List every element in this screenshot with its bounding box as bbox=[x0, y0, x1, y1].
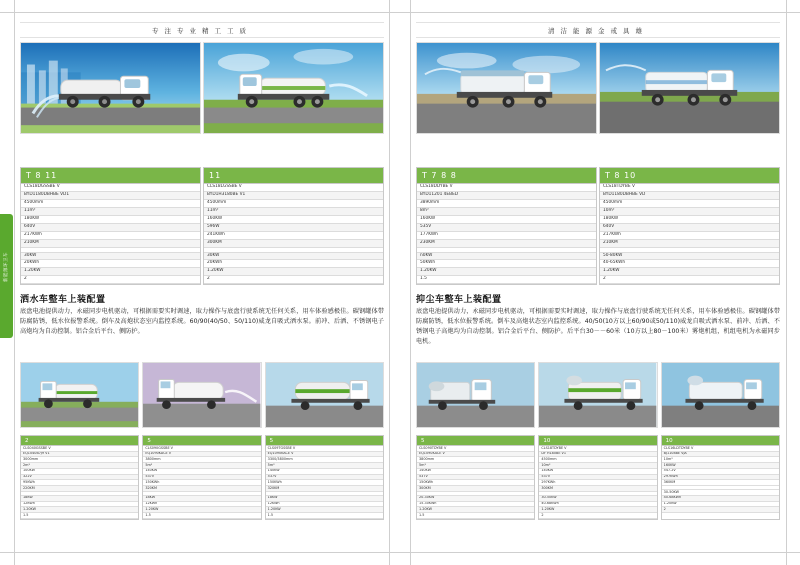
spec-cell: BYD1180DBHBE VD bbox=[600, 191, 779, 199]
mini-cell: 297KWh bbox=[662, 474, 779, 480]
photo-sprinkler-green-tank bbox=[265, 362, 384, 428]
spec-cell: CLS18DDYBE V bbox=[417, 184, 596, 191]
mini-cell: 30-50KW bbox=[662, 490, 779, 496]
spec-cell: 50-80KW bbox=[600, 252, 779, 260]
spec-cell: 535V bbox=[417, 223, 596, 231]
right-cards-row bbox=[416, 167, 780, 285]
mini-cell: 5m³ bbox=[266, 463, 383, 469]
spec-cell: 1.20KW bbox=[21, 268, 200, 276]
spec-cell: 30KW bbox=[204, 252, 383, 260]
mini-cell: 5m³ bbox=[417, 463, 534, 469]
mini-cell: 300KM bbox=[417, 486, 534, 492]
mini-cell: 537V bbox=[417, 474, 534, 480]
spec-cell: BYD1180DBHBE VD1 bbox=[21, 191, 200, 199]
mini-spec-table bbox=[143, 446, 260, 519]
mini-cell: 320KM bbox=[143, 486, 260, 492]
mini-cell: EQ1090KACE V bbox=[266, 451, 383, 457]
mini-cell: 3800mm bbox=[417, 457, 534, 463]
mini-cell: 1.20KW bbox=[417, 507, 534, 513]
spec-card-title: 11 bbox=[204, 168, 383, 184]
mini-spec-card-5a bbox=[142, 435, 261, 520]
mini-cell: 1.20KW bbox=[21, 507, 138, 513]
mini-cell: 140KW bbox=[143, 468, 260, 474]
mini-cell: 10m³ bbox=[539, 463, 656, 469]
spec-card-t810 bbox=[599, 167, 780, 285]
mini-card-title: 5 bbox=[143, 436, 260, 446]
mini-cell: 3000mm bbox=[21, 457, 138, 463]
spec-cell: 1.5 bbox=[417, 276, 596, 284]
spec-cell: 160KW bbox=[204, 215, 383, 223]
mini-spec-table bbox=[417, 446, 534, 519]
mini-cell: CLS16LDTDYBE V bbox=[662, 446, 779, 451]
spec-cell: CLS18DGSSBE V bbox=[21, 184, 200, 191]
mini-card-title: 10 bbox=[539, 436, 656, 446]
spec-cell: 40-65KWh bbox=[600, 260, 779, 268]
mini-cell: DF H180BE V1 bbox=[539, 451, 656, 457]
mini-cell: 140KW bbox=[266, 468, 383, 474]
spec-cell: 11m³ bbox=[204, 207, 383, 215]
mini-cell: 220KM bbox=[21, 486, 138, 492]
mini-spec-table bbox=[539, 446, 656, 519]
spec-cell: 177KWh bbox=[417, 231, 596, 239]
spec-cell: 2 bbox=[204, 276, 383, 284]
mini-cell: 150KWh bbox=[143, 480, 260, 486]
mini-cell: 360KM bbox=[662, 480, 779, 486]
mini-cell: 10m³ bbox=[662, 457, 779, 463]
mini-cell: 150KWh bbox=[417, 480, 534, 486]
photo-sprinkler-purple-spray bbox=[142, 362, 261, 428]
left-mini-row bbox=[20, 435, 384, 520]
spec-card-11 bbox=[203, 167, 384, 285]
mini-cell: EQ1090KACE V bbox=[143, 451, 260, 457]
mini-cell: CLS040GSSBE V bbox=[21, 446, 138, 451]
left-paragraph-block bbox=[20, 292, 384, 337]
spec-cell: 20KWh bbox=[21, 260, 200, 268]
mini-cell: 12KWh bbox=[21, 501, 138, 507]
spec-cell: 210KM bbox=[600, 239, 779, 247]
mini-cell: 1.20KW bbox=[266, 507, 383, 513]
spec-cell: 160KW bbox=[417, 215, 596, 223]
spec-cell: CLS18LGSSBE V bbox=[204, 184, 383, 191]
mini-card-title: 2 bbox=[21, 436, 138, 446]
mini-cell: 1.20KW bbox=[662, 501, 779, 507]
spec-cell: 217KWh bbox=[600, 231, 779, 239]
spec-cell: 4500mm bbox=[204, 199, 383, 207]
spec-table bbox=[21, 184, 200, 284]
spec-cell: 217KWh bbox=[21, 231, 200, 239]
mini-card-title: 5 bbox=[266, 436, 383, 446]
mini-cell: 1.20KW bbox=[143, 507, 260, 513]
spec-cell: 180KW bbox=[600, 215, 779, 223]
page-frame-mid-right bbox=[410, 0, 411, 565]
spec-cell: BYD1H3180BE V1 bbox=[204, 191, 383, 199]
mini-cell: 140KW bbox=[417, 468, 534, 474]
hero-photo-dust-truck-white bbox=[416, 42, 597, 134]
mini-cell: 537V bbox=[143, 474, 260, 480]
spec-card-t788 bbox=[416, 167, 597, 285]
spec-table bbox=[417, 184, 596, 284]
page-frame-left bbox=[14, 0, 15, 565]
page-frame-mid-left bbox=[389, 0, 390, 565]
mini-cell: 300KM bbox=[539, 486, 656, 492]
spec-cell: 300KM bbox=[204, 239, 383, 247]
spec-cell: BYD11201 4EBED bbox=[417, 191, 596, 199]
mini-spec-card-2 bbox=[20, 435, 139, 520]
spec-card-title: T 7 8 8 bbox=[417, 168, 596, 184]
spec-cell: 8m³ bbox=[417, 207, 596, 215]
mini-spec-table bbox=[662, 446, 779, 513]
left-banner bbox=[20, 22, 384, 38]
spec-cell: 11m³ bbox=[21, 207, 200, 215]
right-banner-text: 清洁能源金戒具雄 bbox=[548, 26, 648, 35]
mini-cell: 4500mm bbox=[539, 457, 656, 463]
spec-cell: 20KWh bbox=[204, 260, 383, 268]
hero-photo-sprinkler-city bbox=[20, 42, 201, 134]
spec-cell: 241KWh bbox=[204, 231, 383, 239]
mini-cell: 150KWh bbox=[266, 480, 383, 486]
spec-table bbox=[600, 184, 779, 284]
spec-cell: 1.20KW bbox=[600, 268, 779, 276]
mini-cell: EQ1090KACE V bbox=[417, 451, 534, 457]
mini-cell: 1.5 bbox=[417, 513, 534, 519]
right-paragraph-block bbox=[416, 292, 780, 347]
mini-cell: 1.5 bbox=[143, 513, 260, 519]
spec-cell: 640V bbox=[21, 223, 200, 231]
mini-cell: EQ1040B7J9 V1 bbox=[21, 451, 138, 457]
right-paragraph-body: 底盘电池提供动力，永磁同步电机驱动，可根据需要实时调速，取力操作与底盘行驶系统无任何关系，用车体验感极佳。碳钢罐体带防腐防锈，低水位报警系统。倒车及高炮状态室内监控系统。40/50(10方以上60/90或50/110)威龙自吸式洒水泵、前冲、后洒、不锈钢电子高炮均为自动控制。铝合金后平台、侧防护。后平台30－－60米（10方以上80－100米）雾炮机组，机组电机为永磁同步电机。 bbox=[416, 308, 780, 346]
spec-cell: 4500mm bbox=[21, 199, 200, 207]
mini-cell: BJ1108BE VJA bbox=[662, 451, 779, 457]
mini-cell: 1.5 bbox=[21, 513, 138, 519]
mini-cell: 18KW bbox=[143, 495, 260, 501]
mini-cell: 18KW bbox=[21, 495, 138, 501]
mini-card-title: 5 bbox=[417, 436, 534, 446]
page-frame-right bbox=[786, 0, 787, 565]
spec-cell: 3890mm bbox=[417, 199, 596, 207]
mini-spec-table bbox=[21, 446, 138, 519]
left-banner-text: 专注专业精工工质 bbox=[152, 26, 252, 35]
mini-cell: 2 bbox=[662, 507, 779, 513]
spec-cell: CLS18TDYBE V bbox=[600, 184, 779, 191]
spec-cell: n0KW bbox=[417, 252, 596, 260]
left-photo-row bbox=[20, 362, 384, 428]
right-photo-row bbox=[416, 362, 780, 428]
left-paragraph-heading: 洒水车整车上装配置 bbox=[20, 295, 106, 305]
spec-cell: 230KM bbox=[417, 239, 596, 247]
mini-cell: 30-50KW bbox=[539, 495, 656, 501]
spec-cell: 640V bbox=[600, 223, 779, 231]
mini-cell: 40-68KWh bbox=[662, 495, 779, 501]
spec-cell: 210KM bbox=[21, 239, 200, 247]
mini-cell: 537V bbox=[266, 474, 383, 480]
left-cards-row bbox=[20, 167, 384, 285]
mini-cell: 2m³ bbox=[21, 463, 138, 469]
mini-cell: 12KWh bbox=[266, 501, 383, 507]
mini-spec-table bbox=[266, 446, 383, 519]
mini-cell: 140KW bbox=[539, 468, 656, 474]
mini-cell: 3800mm bbox=[143, 457, 260, 463]
mini-cell: CLS090GSSBE V bbox=[143, 446, 260, 451]
spec-cell: 30KW bbox=[21, 252, 200, 260]
right-paragraph-heading: 抑尘车整车上装配置 bbox=[416, 295, 502, 305]
spec-card-title: T 8 11 bbox=[21, 168, 200, 184]
mini-cell: 2 bbox=[539, 513, 656, 519]
mini-cell: 1.20KW bbox=[539, 507, 656, 513]
right-banner bbox=[416, 22, 780, 38]
mini-spec-card-10a bbox=[538, 435, 657, 520]
photo-dust-truck-cannon-white bbox=[416, 362, 535, 428]
mini-cell: 3300/3800mm bbox=[266, 457, 383, 463]
page-frame-top bbox=[0, 12, 800, 13]
mini-cell: 537V bbox=[539, 474, 656, 480]
photo-dust-truck-green-cannon bbox=[538, 362, 657, 428]
spec-cell: 180KW bbox=[21, 215, 200, 223]
mini-cell: 297KWh bbox=[539, 480, 656, 486]
spec-cell: 2 bbox=[21, 276, 200, 284]
photo-small-sprinkler-white bbox=[20, 362, 139, 428]
mini-cell: 15-30KWh bbox=[417, 501, 534, 507]
spec-cell: 596W bbox=[204, 223, 383, 231]
mini-spec-card-10b bbox=[661, 435, 780, 520]
hero-photo-sprinkler-field bbox=[203, 42, 384, 134]
left-paragraph-body: 底盘电池提供动力，永磁同步电机驱动，可根据需要实时调速，取力操作与底盘行驶系统无任何关系，用车体验感极佳。碳钢罐体带防腐防锈，低水位报警系统。倒车及高炮状态室内监控系统。60/90(40/50、50/110)威龙自吸式洒水泵。前冲、后洒、不锈钢电子高炮均为自动控制。铝合金后平台、侧防护。 bbox=[20, 308, 384, 336]
mini-cell: 95KWh bbox=[21, 480, 138, 486]
mini-spec-card-5 bbox=[416, 435, 535, 520]
right-hero-row bbox=[416, 42, 780, 134]
spec-cell: 10m³ bbox=[600, 207, 779, 215]
mini-cell: 1.5 bbox=[266, 513, 383, 519]
spec-table bbox=[204, 184, 383, 284]
spec-cell: 4500mm bbox=[600, 199, 779, 207]
mini-cell: 5m³ bbox=[143, 463, 260, 469]
mini-cell: CLS18TDYBE V bbox=[539, 446, 656, 451]
mini-cell: 18KW bbox=[266, 495, 383, 501]
mini-spec-card-5b bbox=[265, 435, 384, 520]
spec-cell: 50KWh bbox=[417, 260, 596, 268]
mini-cell: 20-30KW bbox=[417, 495, 534, 501]
page-frame-bottom bbox=[0, 552, 800, 553]
spec-card-title: T 8 10 bbox=[600, 168, 779, 184]
mini-card-title: 10 bbox=[662, 436, 779, 446]
mini-cell: CLS09TGSSBE V bbox=[266, 446, 383, 451]
spec-cell: 2 bbox=[600, 276, 779, 284]
mini-cell: 322V bbox=[21, 474, 138, 480]
mini-cell: 100KW bbox=[21, 468, 138, 474]
hero-photo-dust-truck-road bbox=[599, 42, 780, 134]
mini-cell: 547.2V bbox=[662, 468, 779, 474]
spec-cell: 1.20KW bbox=[417, 268, 596, 276]
left-hero-row bbox=[20, 42, 384, 134]
mini-cell: 320KM bbox=[266, 486, 383, 492]
spec-card-t811 bbox=[20, 167, 201, 285]
spine-label: 新能源环卫车 bbox=[4, 252, 9, 282]
mini-cell: CLS090TDYBE V bbox=[417, 446, 534, 451]
photo-dust-truck-blue-cannon bbox=[661, 362, 780, 428]
right-mini-row bbox=[416, 435, 780, 520]
mini-cell: 40-68KWh bbox=[539, 501, 656, 507]
spec-cell: 1.20KW bbox=[204, 268, 383, 276]
mini-cell: 160KW bbox=[662, 463, 779, 469]
spine-tab bbox=[0, 214, 13, 338]
mini-cell: 12KWh bbox=[143, 501, 260, 507]
